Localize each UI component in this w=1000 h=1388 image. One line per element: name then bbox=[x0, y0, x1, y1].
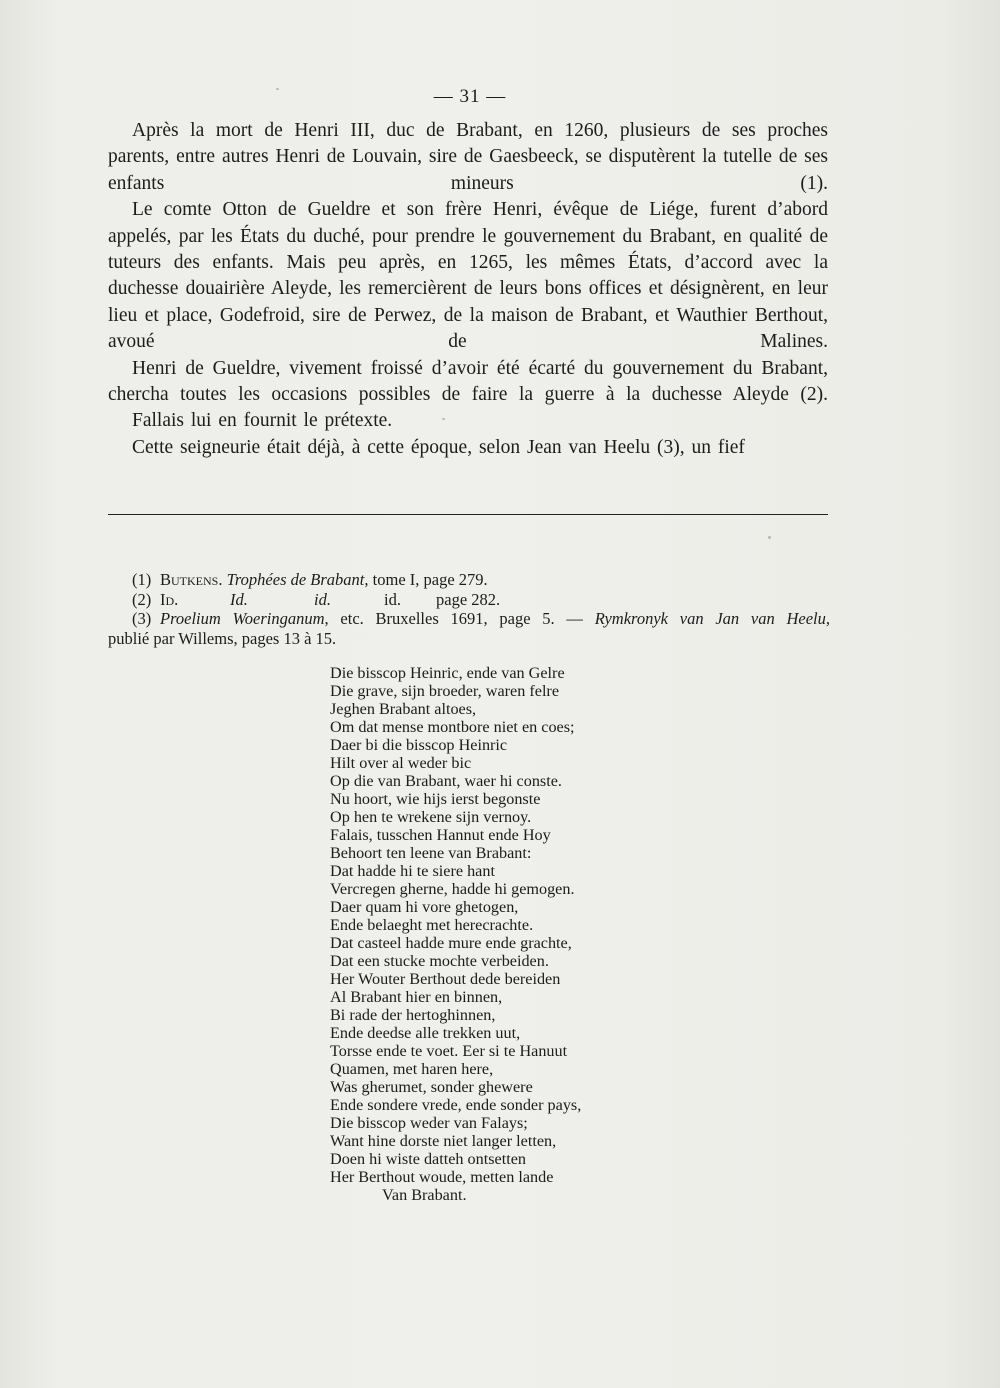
verse-line: Die bisscop weder van Falays; bbox=[330, 1114, 528, 1132]
verse-line: Dat casteel hadde mure ende grachte, bbox=[330, 934, 572, 952]
footnote-2-page: page 282. bbox=[436, 589, 501, 609]
verse-line: Ende deedse alle trekken uut, bbox=[330, 1024, 521, 1042]
verse-line: Bi rade der hertoghinnen, bbox=[330, 1006, 496, 1024]
footnote-rule bbox=[108, 514, 828, 515]
footnote-3-mark: (3) bbox=[132, 609, 152, 628]
footnote-3-rest: , etc. Bruxelles 1691, page 5. — bbox=[324, 609, 583, 628]
page-number: — 31 — bbox=[433, 86, 507, 107]
verse-line: Doen hi wiste datteh ontsetten bbox=[330, 1150, 527, 1168]
verse-line: Her Berthout woude, metten lande bbox=[330, 1168, 554, 1186]
verse-line: Falais, tusschen Hannut ende Hoy bbox=[330, 826, 551, 844]
verse-line: Dat hadde hi te siere hant bbox=[330, 862, 495, 880]
footnote-2-mark: (2) bbox=[132, 589, 152, 609]
verse-line: Want hine dorste niet langer letten, bbox=[330, 1132, 557, 1150]
footnote-3-title2: Rymkronyk van Jan van Heelu, bbox=[594, 609, 830, 628]
verse-line: Daer bi die bisscop Heinric bbox=[330, 736, 508, 754]
verse-quotation bbox=[330, 664, 730, 1204]
verse-line: Ende sondere vrede, ende sonder pays, bbox=[330, 1096, 582, 1114]
footnote-3 bbox=[108, 609, 830, 629]
body-text bbox=[108, 118, 828, 461]
footnotes bbox=[108, 570, 830, 648]
paper-speck bbox=[276, 88, 279, 90]
verse-line: Was gherumet, sonder ghewere bbox=[330, 1078, 533, 1096]
verse-line: Torsse ende te voet. Eer si te Hanuut bbox=[330, 1042, 568, 1060]
footnote-1 bbox=[108, 570, 830, 590]
footnote-1-rest: , tome I, page 279. bbox=[364, 570, 488, 589]
verse-line: Van Brabant. bbox=[382, 1186, 467, 1204]
footnote-3-continuation: publié par Willems, pages 13 à 15. bbox=[108, 628, 337, 648]
paragraph-4: Fallais lui en fournit le prétexte. bbox=[132, 410, 393, 432]
verse-line: Her Wouter Berthout dede bereiden bbox=[330, 970, 561, 988]
verse-line: Jeghen Brabant altoes, bbox=[330, 700, 477, 718]
footnote-2-id2: id. bbox=[384, 589, 401, 609]
paper-speck bbox=[442, 418, 445, 420]
footnote-2 bbox=[108, 590, 830, 610]
paragraph-5: Cette seigneurie était déjà, à cette époque, selon Jean van Heelu (3), un fief bbox=[132, 436, 745, 458]
verse-line: Nu hoort, wie hijs ierst begonste bbox=[330, 790, 541, 808]
verse-line: Hilt over al weder bic bbox=[330, 754, 472, 772]
paragraph-3: Henri de Gueldre, vivement froissé d’avoir été écarté du gouvernement du Brabant, chercha toutes les occasions possibles de faire la guerre à la duchesse Aleyde (2). bbox=[108, 357, 828, 406]
verse-line: Die bisscop Heinric, ende van Gelre bbox=[330, 664, 565, 682]
footnote-1-author: Butkens. bbox=[160, 570, 223, 589]
verse-line: Dat een stucke mochte verbeiden. bbox=[330, 952, 549, 970]
paragraph-1: Après la mort de Henri III, duc de Brabant, en 1260, plusieurs de ses proches parents, entre autres Henri de Louvain, sire de Gaesbeeck, se disputèrent la tutelle de ses enfants mineurs (1). bbox=[108, 120, 828, 194]
verse-line: Op hen te wrekene sijn vernoy. bbox=[330, 808, 532, 826]
paragraph-2: Le comte Otton de Gueldre et son frère Henri, évêque de Liége, furent d’abord appelés, par les États du duché, pour prendre le gouvernement du Brabant, en qualité de tuteurs des enfants. Mais peu après, en 1265, les mêmes États, d’accord avec la duchesse douairière Aleyde, les remercièrent de leurs bons offices et désignèrent, en leur lieu et place, Godefroid, sire de Perwez, de la maison de Brabant, et Wauthier Berthout, avoué de Malines. bbox=[108, 199, 828, 353]
footnote-1-title: Trophées de Brabant bbox=[226, 570, 365, 589]
verse-line: Al Brabant hier en binnen, bbox=[330, 988, 503, 1006]
footnote-1-mark: (1) bbox=[132, 570, 152, 589]
verse-line: Op die van Brabant, waer hi conste. bbox=[330, 772, 562, 790]
footnote-2-id1: id. bbox=[314, 589, 331, 609]
footnote-2-title: Id. bbox=[230, 589, 248, 609]
verse-line: Die grave, sijn broeder, waren felre bbox=[330, 682, 560, 700]
verse-line: Vercregen gherne, hadde hi gemogen. bbox=[330, 880, 575, 898]
footnote-3-title: Proelium Woeringanum bbox=[160, 609, 325, 628]
verse-line: Daer quam hi vore ghetogen, bbox=[330, 898, 519, 916]
verse-line: Quamen, met haren here, bbox=[330, 1060, 494, 1078]
footnote-2-author: Id. bbox=[160, 589, 179, 609]
verse-line: Ende belaeght met herecrachte. bbox=[330, 916, 534, 934]
paper-speck bbox=[768, 536, 771, 539]
verse-line: Om dat mense montbore niet en coes; bbox=[330, 718, 575, 736]
verse-line: Behoort ten leene van Brabant: bbox=[330, 844, 532, 862]
